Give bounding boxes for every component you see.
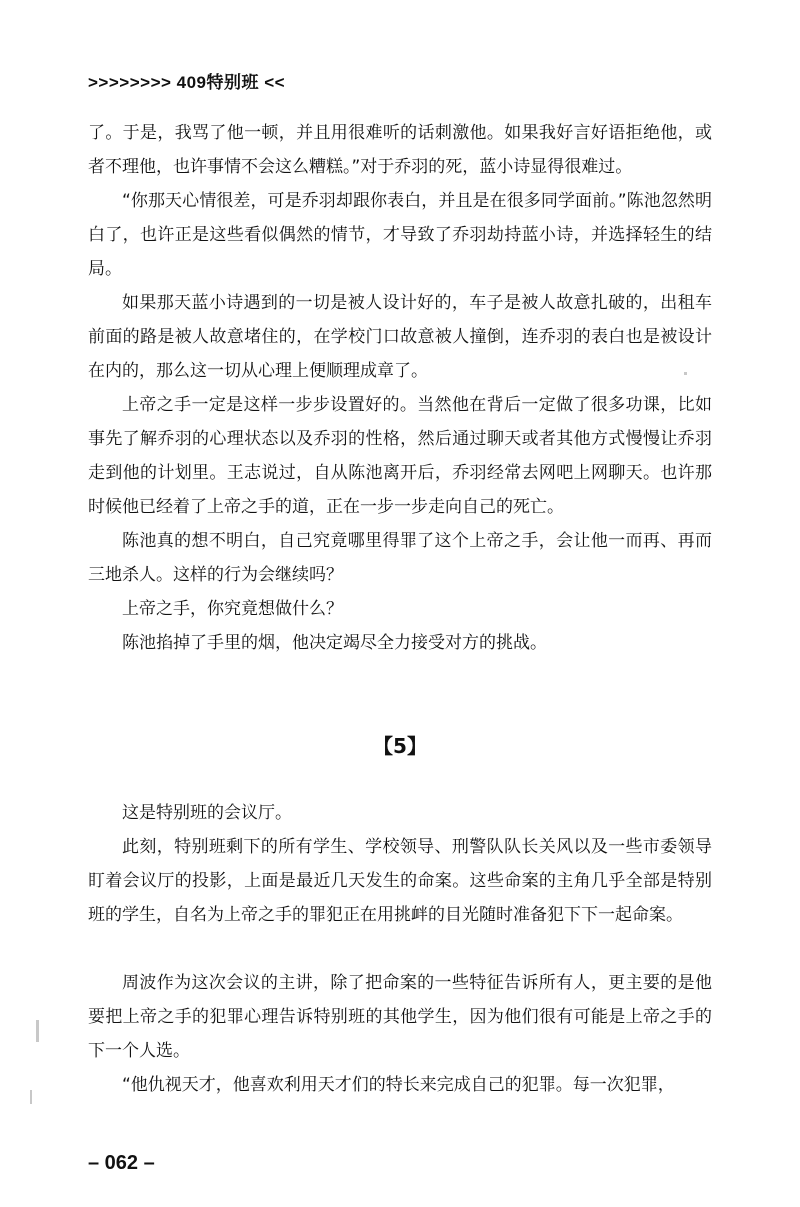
paragraph: 上帝之手一定是这样一步步设置好的。当然他在背后一定做了很多功课，比如事先了解乔羽的心理状态以及乔羽的性格，然后通过聊天或者其他方式慢慢让乔羽走到他的计划里。王志说过，自从陈池离开后，乔羽经常去网吧上网聊天。也许那时候他已经着了上帝之手的道，正在一步一步走向自己的死亡。 — [88, 395, 712, 517]
scan-speck — [36, 1020, 39, 1042]
paragraph: 周波作为这次会议的主讲，除了把命案的一些特征告诉所有人，更主要的是他要把上帝之手的犯罪心理告诉特别班的其他学生，因为他们很有可能是上帝之手的下一个人选。 — [88, 973, 712, 1061]
page-number: – 062 – — [88, 1152, 155, 1174]
scan-speck — [30, 1090, 32, 1104]
paragraph: “你那天心情很差，可是乔羽却跟你表白，并且是在很多同学面前。”陈池忽然明白了，也许正是这些看似偶然的情节，才导致了乔羽劫持蓝小诗，并选择轻生的结局。 — [88, 191, 712, 279]
running-header: >>>>>>>> 409特别班 << — [88, 73, 286, 92]
paragraph: 此刻，特别班剩下的所有学生、学校领导、刑警队队长关风以及一些市委领导盯着会议厅的投影，上面是最近几天发生的命案。这些命案的主角几乎全部是特别班的学生，自名为上帝之手的罪犯正在用挑衅的目光随时准备犯下下一起命案。 — [88, 837, 712, 925]
scan-speck — [684, 372, 687, 375]
paragraph: 这是特别班的会议厅。 — [122, 803, 292, 823]
section-heading: 【5】 — [373, 734, 427, 758]
paragraph: 如果那天蓝小诗遇到的一切是被人设计好的，车子是被人故意扎破的，出租车前面的路是被人故意堵住的，在学校门口故意被人撞倒，连乔羽的表白也是被设计在内的，那么这一切从心理上便顺理成章了。 — [88, 293, 712, 381]
paragraph: 了。于是，我骂了他一顿，并且用很难听的话刺激他。如果我好言好语拒绝他，或者不理他，也许事情不会这么糟糕。”对于乔羽的死，蓝小诗显得很难过。 — [88, 123, 712, 177]
paragraph: 上帝之手，你究竟想做什么？ — [122, 599, 343, 619]
paragraph: “他仇视天才，他喜欢利用天才们的特长来完成自己的犯罪。每一次犯罪， — [122, 1075, 675, 1095]
paragraph: 陈池掐掉了手里的烟，他决定竭尽全力接受对方的挑战。 — [122, 633, 547, 653]
paragraph: 陈池真的想不明白，自己究竟哪里得罪了这个上帝之手，会让他一而再、再而三地杀人。这样的行为会继续吗？ — [88, 531, 712, 585]
